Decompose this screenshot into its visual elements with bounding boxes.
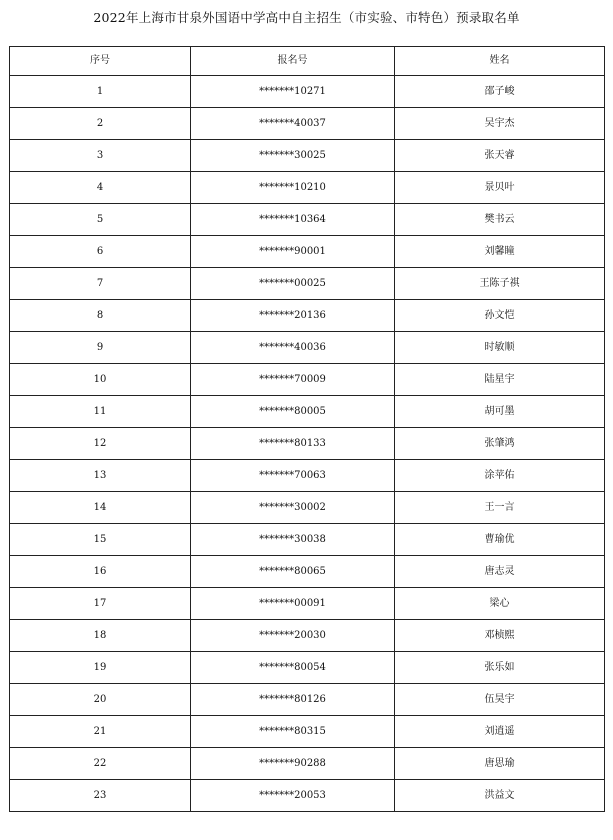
table-row bbox=[10, 524, 605, 556]
cell-reg-no: *******40037 bbox=[191, 108, 395, 140]
cell-reg-no: *******80126 bbox=[191, 684, 395, 716]
cell-name: 张乐如 bbox=[395, 652, 605, 684]
cell-reg-no: *******00091 bbox=[191, 588, 395, 620]
cell-name: 曹瑜优 bbox=[395, 524, 605, 556]
cell-reg-no: *******10210 bbox=[191, 172, 395, 204]
cell-reg-no: *******80065 bbox=[191, 556, 395, 588]
cell-reg-no: *******30002 bbox=[191, 492, 395, 524]
table-row bbox=[10, 76, 605, 108]
cell-reg-no: *******80054 bbox=[191, 652, 395, 684]
cell-reg-no: *******20053 bbox=[191, 780, 395, 812]
cell-reg-no: *******80005 bbox=[191, 396, 395, 428]
cell-name: 张肇鸿 bbox=[395, 428, 605, 460]
cell-index: 7 bbox=[10, 268, 191, 300]
cell-name: 景贝叶 bbox=[395, 172, 605, 204]
cell-name: 王一言 bbox=[395, 492, 605, 524]
admission-table bbox=[9, 46, 605, 812]
cell-index: 14 bbox=[10, 492, 191, 524]
column-header-name: 姓名 bbox=[395, 47, 605, 76]
table-row bbox=[10, 748, 605, 780]
cell-reg-no: *******10364 bbox=[191, 204, 395, 236]
cell-reg-no: *******00025 bbox=[191, 268, 395, 300]
cell-reg-no: *******20136 bbox=[191, 300, 395, 332]
cell-index: 6 bbox=[10, 236, 191, 268]
cell-index: 15 bbox=[10, 524, 191, 556]
cell-name: 伍昊宇 bbox=[395, 684, 605, 716]
table-row bbox=[10, 396, 605, 428]
cell-index: 11 bbox=[10, 396, 191, 428]
cell-index: 22 bbox=[10, 748, 191, 780]
table-row bbox=[10, 300, 605, 332]
table-row bbox=[10, 652, 605, 684]
table-body bbox=[10, 76, 605, 812]
cell-reg-no: *******70009 bbox=[191, 364, 395, 396]
table-header-row bbox=[10, 47, 605, 76]
cell-index: 16 bbox=[10, 556, 191, 588]
table-row bbox=[10, 588, 605, 620]
cell-name: 唐思瑜 bbox=[395, 748, 605, 780]
table-row bbox=[10, 556, 605, 588]
cell-reg-no: *******40036 bbox=[191, 332, 395, 364]
cell-name: 吴宇杰 bbox=[395, 108, 605, 140]
cell-index: 4 bbox=[10, 172, 191, 204]
cell-index: 8 bbox=[10, 300, 191, 332]
table-row bbox=[10, 780, 605, 812]
cell-name: 樊书云 bbox=[395, 204, 605, 236]
cell-reg-no: *******10271 bbox=[191, 76, 395, 108]
cell-name: 王陈子祺 bbox=[395, 268, 605, 300]
cell-index: 23 bbox=[10, 780, 191, 812]
cell-reg-no: *******20030 bbox=[191, 620, 395, 652]
table-row bbox=[10, 108, 605, 140]
table-row bbox=[10, 460, 605, 492]
cell-name: 张天睿 bbox=[395, 140, 605, 172]
cell-index: 2 bbox=[10, 108, 191, 140]
cell-name: 刘逍遥 bbox=[395, 716, 605, 748]
cell-index: 1 bbox=[10, 76, 191, 108]
cell-reg-no: *******80315 bbox=[191, 716, 395, 748]
cell-reg-no: *******90001 bbox=[191, 236, 395, 268]
cell-index: 21 bbox=[10, 716, 191, 748]
cell-name: 胡可墨 bbox=[395, 396, 605, 428]
cell-reg-no: *******70063 bbox=[191, 460, 395, 492]
table-row bbox=[10, 620, 605, 652]
cell-reg-no: *******90288 bbox=[191, 748, 395, 780]
table-row bbox=[10, 716, 605, 748]
cell-name: 陆星宇 bbox=[395, 364, 605, 396]
column-header-reg-no: 报名号 bbox=[191, 47, 395, 76]
table-row bbox=[10, 268, 605, 300]
cell-index: 17 bbox=[10, 588, 191, 620]
page-title: 2022年上海市甘泉外国语中学高中自主招生（市实验、市特色）预录取名单 bbox=[93, 10, 520, 25]
table-row bbox=[10, 236, 605, 268]
cell-index: 13 bbox=[10, 460, 191, 492]
cell-index: 18 bbox=[10, 620, 191, 652]
cell-index: 5 bbox=[10, 204, 191, 236]
table-row bbox=[10, 492, 605, 524]
cell-reg-no: *******30025 bbox=[191, 140, 395, 172]
cell-name: 邵子峻 bbox=[395, 76, 605, 108]
cell-name: 洪益文 bbox=[395, 780, 605, 812]
cell-name: 唐志灵 bbox=[395, 556, 605, 588]
cell-index: 10 bbox=[10, 364, 191, 396]
cell-index: 9 bbox=[10, 332, 191, 364]
cell-name: 梁心 bbox=[395, 588, 605, 620]
cell-index: 3 bbox=[10, 140, 191, 172]
table-row bbox=[10, 140, 605, 172]
table-row bbox=[10, 172, 605, 204]
table-row bbox=[10, 428, 605, 460]
table-row bbox=[10, 364, 605, 396]
cell-index: 19 bbox=[10, 652, 191, 684]
cell-name: 孙文恺 bbox=[395, 300, 605, 332]
cell-reg-no: *******80133 bbox=[191, 428, 395, 460]
cell-index: 20 bbox=[10, 684, 191, 716]
table-row bbox=[10, 684, 605, 716]
table-row bbox=[10, 332, 605, 364]
cell-name: 邓桢熙 bbox=[395, 620, 605, 652]
column-header-index: 序号 bbox=[10, 47, 191, 76]
cell-name: 涂苹佑 bbox=[395, 460, 605, 492]
cell-name: 刘馨瞳 bbox=[395, 236, 605, 268]
cell-index: 12 bbox=[10, 428, 191, 460]
cell-name: 时敏顺 bbox=[395, 332, 605, 364]
table-row bbox=[10, 204, 605, 236]
cell-reg-no: *******30038 bbox=[191, 524, 395, 556]
